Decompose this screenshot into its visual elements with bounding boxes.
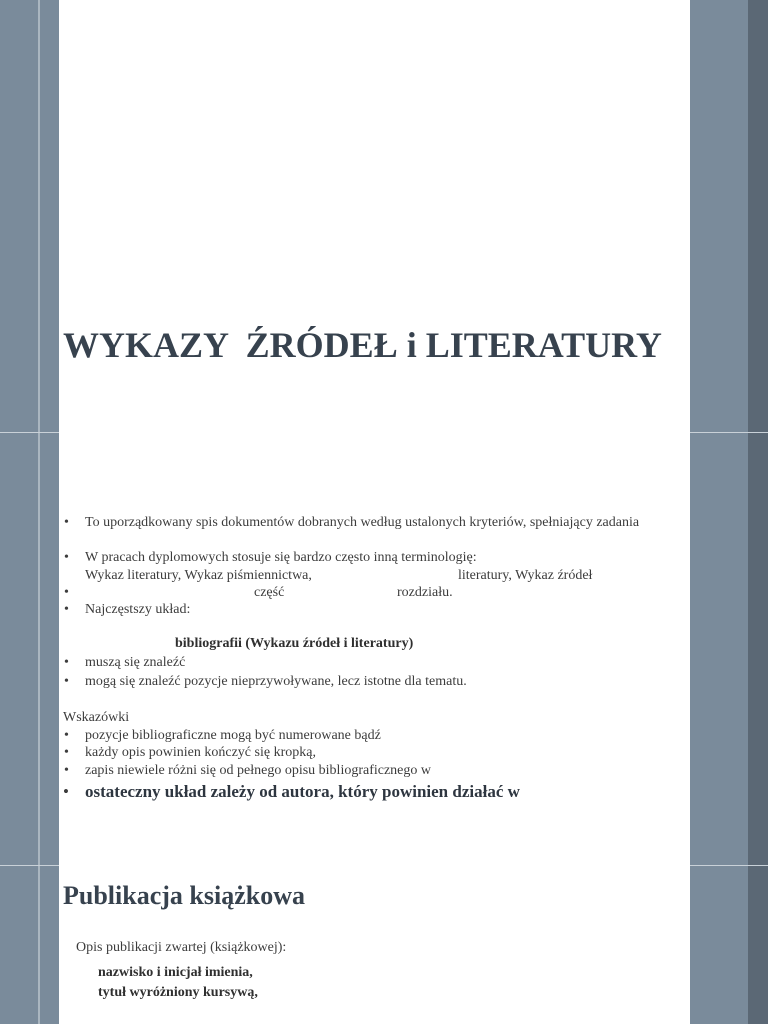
list-item-text: literatury, Wykaz źródeł (458, 568, 593, 583)
right-gutter (690, 0, 748, 1024)
slide-title: WYKAZY ŹRÓDEŁ i LITERATURY (63, 325, 662, 365)
list-item-text: tytuł wyróżniony kursywą, (98, 985, 258, 1000)
list-item (59, 654, 690, 672)
list-item (59, 514, 690, 532)
list-item-text: Najczęstszy układ: (85, 602, 191, 617)
list-item-continuation (59, 567, 690, 585)
bold-text: bibliografii (Wykazu źródeł i literatury) (175, 636, 414, 651)
list-item-text: zapis niewiele różni się od pełnego opisu bibliograficznego w (85, 763, 432, 778)
left-gutter (0, 0, 59, 1024)
bullet-marker (64, 549, 69, 567)
bullet-marker (64, 584, 69, 602)
list-item (59, 601, 690, 619)
bullet-marker (64, 744, 69, 762)
list-item (59, 964, 690, 982)
bullet-marker (64, 654, 69, 672)
list-item-text: część (254, 585, 285, 600)
bullet-marker (64, 762, 69, 780)
list-item (59, 673, 690, 691)
list-item-text: Wykaz literatury, Wykaz piśmiennictwa, (85, 568, 312, 583)
bullet-marker (63, 781, 69, 803)
list-item (59, 549, 690, 567)
intro-text: Opis publikacji zwartej (książkowej): (76, 940, 287, 955)
bold-subline (59, 635, 690, 653)
list-item-text: mogą się znaleźć pozycje nieprzywoływane, lecz istotne dla tematu. (85, 674, 467, 689)
bullet-marker (64, 673, 69, 691)
bullet-marker (64, 727, 69, 745)
list-item-text: To uporządkowany spis dokumentów dobranych według ustalonych kryteriów, spełniający zadania (85, 515, 640, 530)
list-item (59, 762, 690, 780)
list-item-text: nazwisko i inicjał imienia, (98, 965, 253, 980)
hints-heading-text: Wskazówki (63, 710, 130, 725)
left-gutter-rule (38, 0, 40, 1024)
list-item-text: pozycje bibliograficzne mogą być numerowane bądź (85, 728, 381, 743)
list-item (59, 984, 690, 1002)
hints-heading (59, 709, 690, 727)
list-item-text: ostateczny układ zależy od autora, który powinien działać w (85, 782, 520, 801)
bullet-marker (64, 514, 69, 532)
list-item-text: rozdziału. (397, 585, 453, 600)
document-page (59, 0, 690, 1024)
list-item (59, 781, 690, 803)
list-item-text: każdy opis powinien kończyć się kropką, (85, 745, 316, 760)
right-edge-strip (748, 0, 768, 1024)
bullet-marker (64, 601, 69, 619)
list-item-text: W pracach dyplomowych stosuje się bardzo często inną terminologię: (85, 550, 477, 565)
slide-title: Publikacja książkowa (63, 881, 305, 910)
intro-line (59, 939, 690, 957)
list-item (59, 744, 690, 762)
list-item (59, 727, 690, 745)
list-item (59, 584, 690, 602)
list-item-text: muszą się znaleźć (85, 655, 186, 670)
